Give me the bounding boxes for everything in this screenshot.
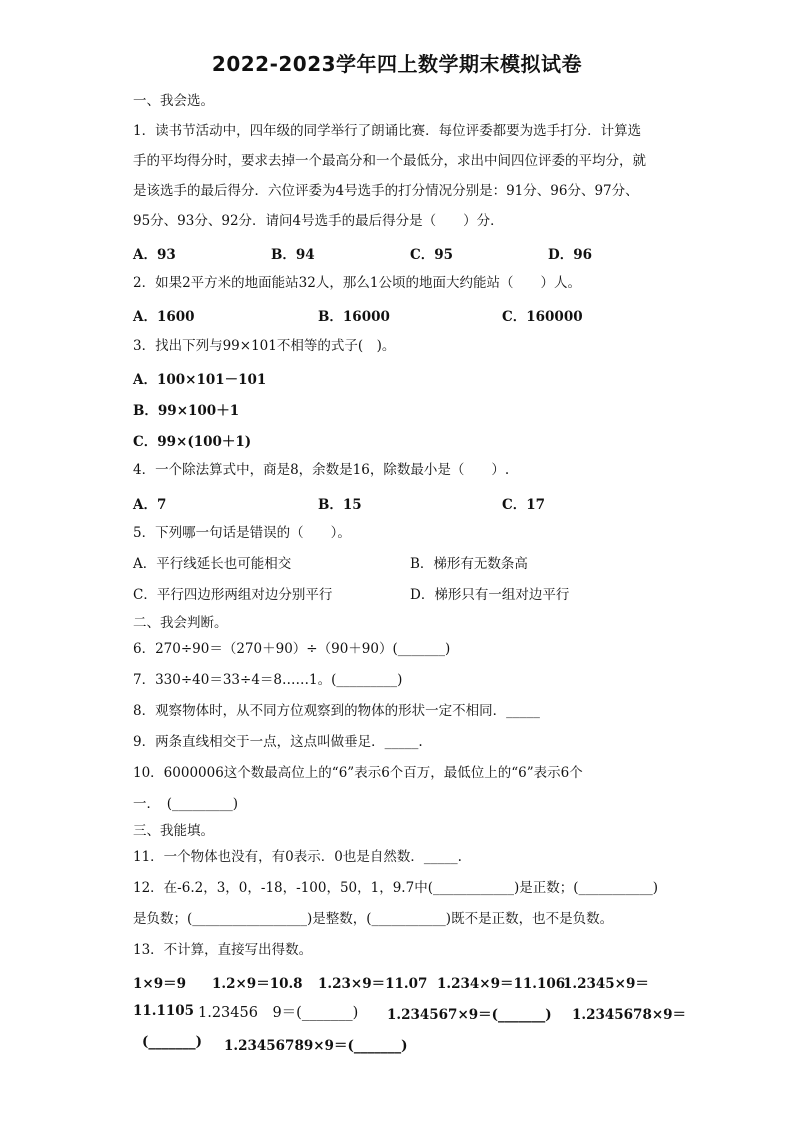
question-4-text: 4．一个除法算式中，商是8，余数是16，除数最小是（ ）. — [133, 462, 510, 478]
question-2-option-b[interactable]: B．16000 — [318, 309, 390, 325]
question-1-line-3: 是该选手的最后得分．六位评委为4号选手的打分情况分别是：91分、96分、97分、 — [133, 183, 639, 199]
question-3-option-c[interactable]: C．99×(100＋1) — [133, 434, 252, 450]
q13-row1-item-2: 1.2×9＝10.8 — [212, 976, 303, 992]
question-12-line-2: 是负数；(_________________)是整数，(___________)既不是正数，也不是负数。 — [133, 911, 614, 927]
question-11-text: 11．一个物体也没有，有0表示．0也是自然数．_____. — [133, 849, 462, 865]
question-1-option-d[interactable]: D．96 — [548, 247, 592, 263]
q13-row2-item-1: 11.1105 — [133, 1003, 195, 1019]
question-5-option-d[interactable]: D．梯形只有一组对边平行 — [410, 587, 570, 603]
question-6-text: 6．270÷90＝（270＋90）÷（90＋90）(_______) — [133, 641, 451, 657]
q13-row3-item-2: 1.23456789×9＝(_______) — [224, 1038, 408, 1054]
question-5-option-c[interactable]: C．平行四边形两组对边分别平行 — [133, 587, 333, 603]
question-1-option-b[interactable]: B．94 — [271, 247, 315, 263]
section-heading-judge: 二、我会判断。 — [133, 615, 228, 631]
question-5-option-a[interactable]: A．平行线延长也可能相交 — [133, 556, 292, 572]
question-2-option-c[interactable]: C．160000 — [502, 309, 583, 325]
question-3-option-a[interactable]: A．100×101－101 — [133, 372, 267, 388]
q13-row1-item-3: 1.23×9＝11.07 — [318, 976, 428, 992]
question-1-line-1: 1．读书节活动中，四年级的同学举行了朗诵比赛．每位评委都要为选手打分．计算选 — [133, 123, 642, 139]
question-10-line-1: 10．6000006这个数最高位上的“6”表示6个百万，最低位上的“6”表示6个 — [133, 765, 583, 781]
q13-row2-item-3: 1.234567×9＝(_______) — [387, 1007, 552, 1023]
q13-row1-item-1: 1×9＝9 — [133, 976, 186, 992]
question-9-text: 9．两条直线相交于一点，这点叫做垂足．_____. — [133, 734, 423, 750]
page-title: 2022-2023学年四上数学期末模拟试卷 — [211, 52, 583, 76]
q13-row1-item-5: 1.2345×9＝ — [563, 976, 649, 992]
question-12-line-1: 12．在-6.2，3，0，-18，-100，50，1，9.7中(____________)是正数；(___________) — [133, 880, 659, 896]
q13-row1-item-4: 1.234×9＝11.106 — [437, 976, 566, 992]
question-1-option-a[interactable]: A．93 — [133, 247, 176, 263]
question-3-text: 3．找出下列与99×101不相等的式子( )。 — [133, 338, 396, 354]
question-13-text: 13．不计算，直接写出得数。 — [133, 942, 313, 958]
question-1-line-4: 95分、93分、92分．请问4号选手的最后得分是（ ）分． — [133, 213, 504, 229]
question-10-line-2: 一． (_________) — [133, 796, 239, 812]
question-4-option-a[interactable]: A．7 — [133, 497, 167, 513]
q13-row2-item-2: 1.23456 9＝(_______) — [198, 1005, 359, 1021]
question-4-option-b[interactable]: B．15 — [318, 497, 362, 513]
question-2-option-a[interactable]: A．1600 — [133, 309, 195, 325]
question-3-option-b[interactable]: B．99×100＋1 — [133, 403, 240, 419]
question-5-text: 5．下列哪一句话是错误的（ ）。 — [133, 525, 351, 541]
question-8-text: 8．观察物体时，从不同方位观察到的物体的形状一定不相同．_____ — [133, 703, 540, 719]
question-5-option-b[interactable]: B．梯形有无数条高 — [410, 556, 528, 572]
q13-row2-item-4: 1.2345678×9＝ — [572, 1007, 687, 1023]
question-7-text: 7．330÷40＝33÷4＝8……1。(_________) — [133, 672, 403, 688]
question-2-text: 2．如果2平方米的地面能站32人，那么1公顷的地面大约能站（ ）人。 — [133, 275, 581, 291]
question-1-line-2: 手的平均得分时，要求去掉一个最高分和一个最低分，求出中间四位评委的平均分，就 — [133, 153, 646, 169]
q13-row3-item-1: (_______) — [142, 1034, 203, 1050]
section-heading-choose: 一、我会选。 — [133, 93, 214, 109]
question-1-option-c[interactable]: C．95 — [410, 247, 454, 263]
section-heading-fill: 三、我能填。 — [133, 823, 214, 839]
question-4-option-c[interactable]: C．17 — [502, 497, 546, 513]
